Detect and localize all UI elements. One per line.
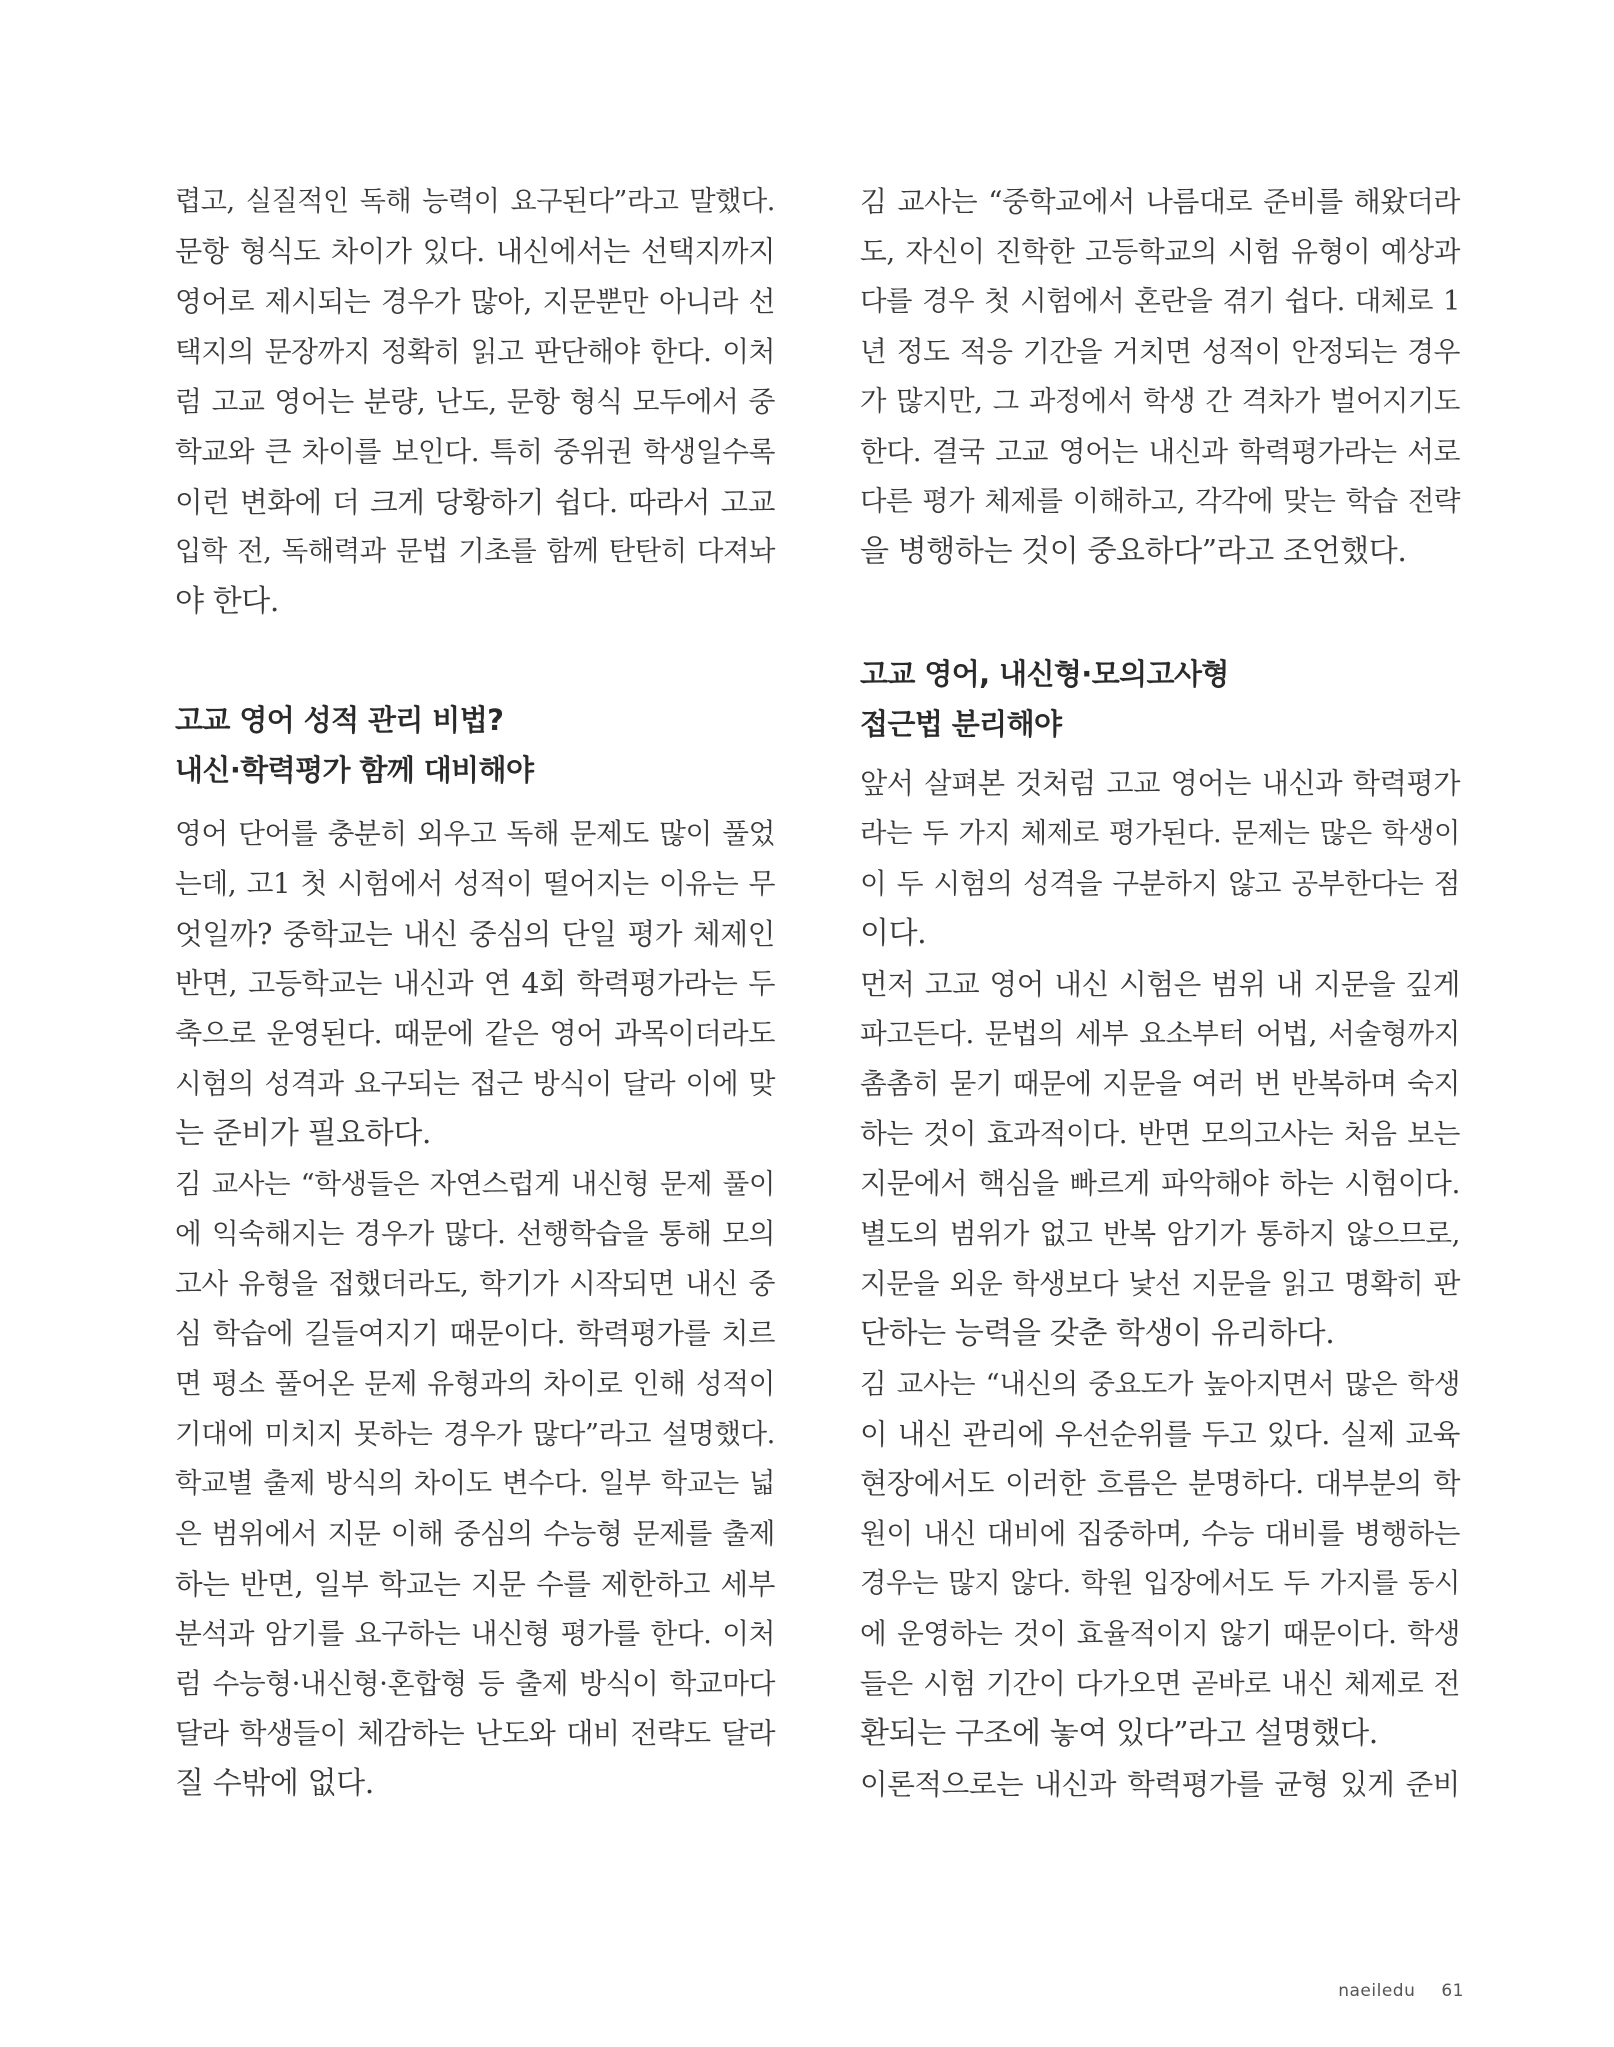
section-heading: 고교 영어, 내신형·모의고사형 bbox=[860, 657, 1229, 691]
text-line: 하는 반면, 일부 학교는 지문 수를 제한하고 세부 bbox=[175, 1567, 775, 1601]
text-line: 다른 평가 체제를 이해하고, 각각에 맞는 학습 전략 bbox=[860, 486, 1460, 517]
section-heading: 내신·학력평가 함께 대비해야 bbox=[175, 753, 534, 787]
text-line: 한다. 결국 고교 영어는 내신과 학력평가라는 서로 bbox=[860, 435, 1460, 468]
text-line: 촘촘히 묻기 때문에 지문을 여러 번 반복하며 숙지 bbox=[860, 1067, 1460, 1100]
text-line: 년 정도 적응 기간을 거치면 성적이 안정되는 경우 bbox=[860, 335, 1460, 368]
text-line: 기대에 미치지 못하는 경우가 많다”라고 설명했다. bbox=[175, 1418, 775, 1450]
text-line: 경우는 많지 않다. 학원 입장에서도 두 가지를 동시 bbox=[860, 1568, 1460, 1599]
text-line: 도, 자신이 진학한 고등학교의 시험 유형이 예상과 bbox=[860, 235, 1460, 268]
text-line: 고사 유형을 접했더라도, 학기가 시작되면 내신 중 bbox=[175, 1267, 775, 1300]
text-line: 달라 학생들이 체감하는 난도와 대비 전략도 달라 bbox=[175, 1717, 775, 1750]
text-line: 야 한다. bbox=[175, 584, 280, 619]
text-line: 지문을 외운 학생보다 낯선 지문을 읽고 명확히 판 bbox=[860, 1267, 1460, 1300]
text-line: 가 많지만, 그 과정에서 학생 간 격차가 벌어지기도 bbox=[860, 386, 1460, 417]
text-line: 학교별 출제 방식의 차이도 변수다. 일부 학교는 넓 bbox=[175, 1468, 775, 1499]
text-line: 이다. bbox=[860, 916, 927, 951]
text-line: 럼 고교 영어는 분량, 난도, 문항 형식 모두에서 중 bbox=[175, 385, 775, 418]
page-number: 61 bbox=[1441, 1981, 1464, 2001]
text-line: 학교와 큰 차이를 보인다. 특히 중위권 학생일수록 bbox=[175, 435, 775, 468]
text-line: 입학 전, 독해력과 문법 기초를 함께 탄탄히 다져놔 bbox=[175, 536, 775, 567]
section-heading: 고교 영어 성적 관리 비법? bbox=[175, 703, 504, 737]
page-footer bbox=[1338, 1981, 1464, 2001]
text-line: 엇일까? 중학교는 내신 중심의 단일 평가 체제인 bbox=[175, 917, 775, 951]
text-line: 파고든다. 문법의 세부 요소부터 어법, 서술형까지 bbox=[860, 1017, 1460, 1050]
text-line: 반면, 고등학교는 내신과 연 4회 학력평가라는 두 bbox=[175, 967, 775, 1000]
text-line: 김 교사는 “학생들은 자연스럽게 내신형 문제 풀이 bbox=[175, 1168, 775, 1200]
text-line: 김 교사는 “내신의 중요도가 높아지면서 많은 학생 bbox=[860, 1368, 1460, 1400]
text-line: 원이 내신 대비에 집중하며, 수능 대비를 병행하는 bbox=[860, 1517, 1460, 1550]
text-line: 렵고, 실질적인 독해 능력이 요구된다”라고 말했다. bbox=[175, 186, 775, 217]
text-line: 에 운영하는 것이 효율적이지 않기 때문이다. 학생 bbox=[860, 1617, 1460, 1650]
text-line: 환되는 구조에 놓여 있다”라고 설명했다. bbox=[860, 1716, 1378, 1751]
text-line: 축으로 운영된다. 때문에 같은 영어 과목이더라도 bbox=[175, 1017, 775, 1050]
text-line: 김 교사는 “중학교에서 나름대로 준비를 해왔더라 bbox=[860, 185, 1460, 218]
text-line: 먼저 고교 영어 내신 시험은 범위 내 지문을 깊게 bbox=[860, 967, 1460, 1001]
publication-name: naeiledu bbox=[1338, 1981, 1416, 2001]
text-line: 질 수밖에 없다. bbox=[175, 1766, 374, 1801]
text-line: 시험의 성격과 요구되는 접근 방식이 달라 이에 맞 bbox=[175, 1067, 775, 1100]
text-line: 이론적으로는 내신과 학력평가를 균형 있게 준비 bbox=[860, 1767, 1460, 1801]
text-line: 앞서 살펴본 것처럼 고교 영어는 내신과 학력평가 bbox=[860, 767, 1460, 800]
text-line: 하는 것이 효과적이다. 반면 모의고사는 처음 보는 bbox=[860, 1117, 1460, 1150]
text-line: 라는 두 가지 체제로 평가된다. 문제는 많은 학생이 bbox=[860, 818, 1460, 849]
text-line: 이 두 시험의 성격을 구분하지 않고 공부한다는 점 bbox=[860, 867, 1460, 900]
text-line: 별도의 범위가 없고 반복 암기가 통하지 않으므로, bbox=[860, 1217, 1460, 1250]
text-line: 분석과 암기를 요구하는 내신형 평가를 한다. 이처 bbox=[175, 1617, 775, 1650]
text-line: 럼 수능형·내신형·혼합형 등 출제 방식이 학교마다 bbox=[175, 1667, 775, 1700]
text-line: 을 병행하는 것이 중요하다”라고 조언했다. bbox=[860, 534, 1407, 569]
section-heading: 접근법 분리해야 bbox=[860, 707, 1062, 741]
text-line: 현장에서도 이러한 흐름은 분명하다. 대부분의 학 bbox=[860, 1467, 1460, 1500]
text-line: 은 범위에서 지문 이해 중심의 수능형 문제를 출제 bbox=[175, 1517, 775, 1550]
text-line: 다를 경우 첫 시험에서 혼란을 겪기 쉽다. 대체로 1 bbox=[860, 286, 1460, 317]
text-line: 는데, 고1 첫 시험에서 성적이 떨어지는 이유는 무 bbox=[175, 867, 775, 900]
text-line: 들은 시험 기간이 다가오면 곧바로 내신 체제로 전 bbox=[860, 1667, 1460, 1700]
text-line: 에 익숙해지는 경우가 많다. 선행학습을 통해 모의 bbox=[175, 1217, 775, 1250]
text-line: 단하는 능력을 갖춘 학생이 유리하다. bbox=[860, 1316, 1335, 1351]
text-line: 이 내신 관리에 우선순위를 두고 있다. 실제 교육 bbox=[860, 1417, 1460, 1451]
text-line: 문항 형식도 차이가 있다. 내신에서는 선택지까지 bbox=[175, 235, 775, 268]
text-line: 면 평소 풀어온 문제 유형과의 차이로 인해 성적이 bbox=[175, 1367, 775, 1400]
text-line: 택지의 문장까지 정확히 읽고 판단해야 한다. 이처 bbox=[175, 335, 775, 368]
text-line: 영어로 제시되는 경우가 많아, 지문뿐만 아니라 선 bbox=[175, 285, 775, 318]
text-line: 지문에서 핵심을 빠르게 파악해야 하는 시험이다. bbox=[860, 1167, 1460, 1200]
text-line: 영어 단어를 충분히 외우고 독해 문제도 많이 풀었 bbox=[175, 817, 775, 850]
text-line: 심 학습에 길들여지기 때문이다. 학력평가를 치르 bbox=[175, 1317, 775, 1350]
text-line: 이런 변화에 더 크게 당황하기 쉽다. 따라서 고교 bbox=[175, 485, 775, 519]
text-line: 는 준비가 필요하다. bbox=[175, 1116, 432, 1151]
